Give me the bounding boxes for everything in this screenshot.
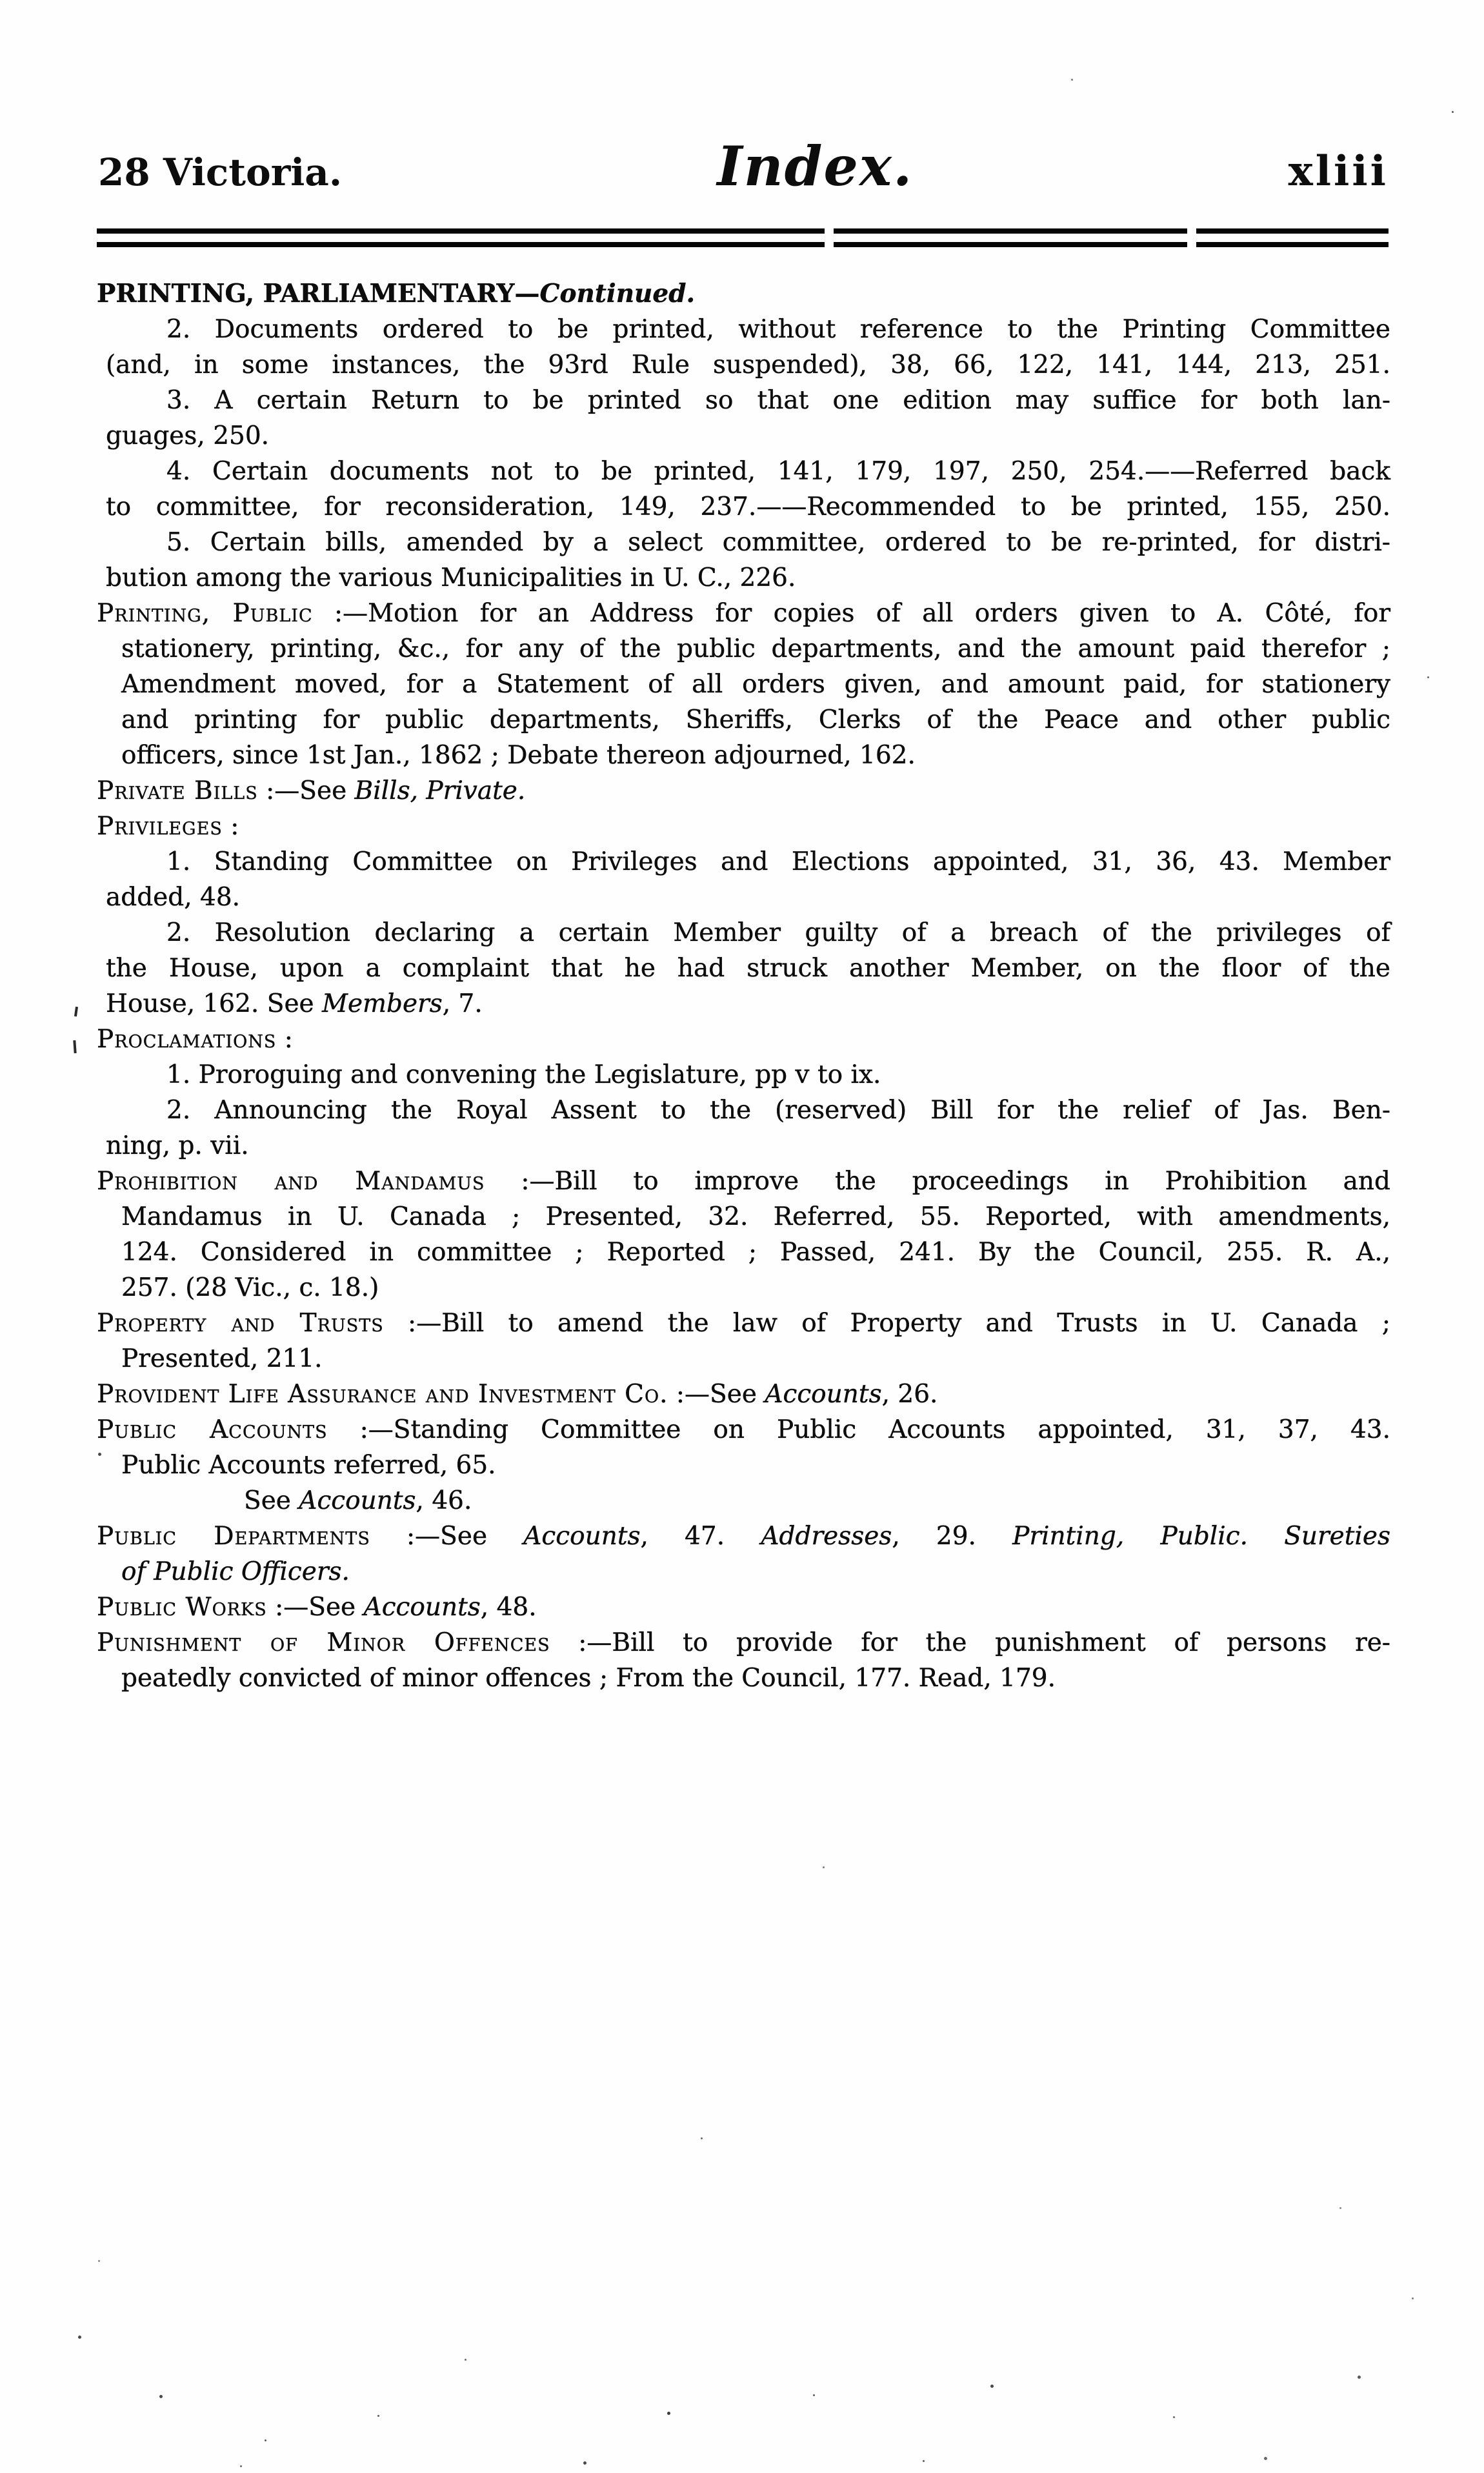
text-part: :—Motion for an Address for copies of all orders given to A. Côté, for xyxy=(312,599,1390,628)
index-entry xyxy=(97,809,1390,844)
text-part: , 48. xyxy=(480,1593,537,1622)
index-entry xyxy=(97,454,1390,525)
entry-line xyxy=(97,1022,1390,1057)
text-part: :—See xyxy=(257,776,355,805)
entry-line: officers, since 1st Jan., 1862 ; Debate thereon adjourned, 162. xyxy=(121,741,916,770)
text-part: :—Bill to provide for the punishment of persons re- xyxy=(550,1628,1390,1657)
index-entry xyxy=(97,1306,1390,1377)
entry-line xyxy=(97,276,1390,312)
rule-segment xyxy=(834,228,1187,247)
headword: Public Works xyxy=(97,1593,267,1622)
entry-line: the House, upon a complaint that he had struck another Member, on the floor of the xyxy=(106,954,1390,983)
headword: Punishment of Minor Offences xyxy=(97,1628,550,1657)
text-part: House, 162. See xyxy=(106,989,323,1018)
entry-line: bution among the various Municipalities in U. C., 226. xyxy=(106,563,796,592)
entry-line xyxy=(97,1519,1390,1554)
text-part: :—See xyxy=(370,1522,524,1551)
entry-line: (and, in some instances, the 93rd Rule suspended), 38, 66, 122, 141, 144, 213, 251. xyxy=(106,350,1390,379)
entry-line xyxy=(97,1590,1390,1625)
headword: Provident Life Assurance and Investment Co. xyxy=(97,1380,668,1409)
section-heading xyxy=(97,276,1390,312)
entry-line: Mandamus in U. Canada ; Presented, 32. Referred, 55. Reported, with amendments, xyxy=(121,1202,1390,1231)
page-title: Index. xyxy=(717,134,914,198)
cross-reference: Accounts xyxy=(765,1380,882,1409)
index-entry xyxy=(97,1057,1390,1093)
entry-line xyxy=(97,1164,1390,1199)
cross-reference: Members xyxy=(322,989,443,1018)
index-entry xyxy=(97,596,1390,773)
entry-line xyxy=(97,1306,1390,1341)
rule-segment xyxy=(97,228,825,247)
entry-line: ning, p. vii. xyxy=(106,1131,249,1160)
volume-label: 28 Victoria. xyxy=(98,150,343,194)
cross-reference: Sureties xyxy=(1284,1522,1391,1551)
entry-line: Public Accounts referred, 65. xyxy=(121,1451,496,1480)
index-entry xyxy=(97,1412,1390,1483)
entry-line: guages, 250. xyxy=(106,421,270,450)
index-entry xyxy=(97,915,1390,1022)
cross-reference: Accounts xyxy=(363,1593,481,1622)
entry-line xyxy=(97,1412,1390,1448)
text-part: :—See xyxy=(668,1380,765,1409)
index-entry xyxy=(97,1519,1390,1590)
text-part: :—Bill to amend the law of Property and Trusts in U. Canada ; xyxy=(383,1309,1390,1338)
cross-reference: Accounts xyxy=(299,1486,416,1515)
index-entry xyxy=(97,1377,1390,1412)
entry-line: stationery, printing, &c., for any of the public departments, and the amount paid therefor ; xyxy=(121,634,1390,663)
entry-line: added, 48. xyxy=(106,883,241,912)
headword: Public Accounts xyxy=(97,1415,328,1444)
cross-reference: Accounts xyxy=(523,1522,641,1551)
index-content xyxy=(97,276,1390,1696)
entry-line: 5. Certain bills, amended by a select committee, ordered to be re-printed, for distri- xyxy=(166,528,1390,557)
entry-line: Amendment moved, for a Statement of all orders given, and amount paid, for stationery xyxy=(121,670,1390,699)
entry-line: 4. Certain documents not to be printed, 141, 179, 197, 250, 254.——Referred back xyxy=(166,457,1390,486)
entry-line: 1. Standing Committee on Privileges and Elections appointed, 31, 36, 43. Member xyxy=(166,847,1390,876)
entry-line: peatedly convicted of minor offences ; From the Council, 177. Read, 179. xyxy=(121,1664,1056,1693)
headword: Public Departments xyxy=(97,1522,370,1551)
headword: Privileges xyxy=(97,812,223,841)
entry-line: 2. Announcing the Royal Assent to the (reserved) Bill for the relief of Jas. Ben- xyxy=(166,1096,1390,1125)
entry-line: and printing for public departments, Sheriffs, Clerks of the Peace and other public xyxy=(121,705,1390,734)
text-part: :—Bill to improve the proceedings in Prohibition and xyxy=(485,1167,1390,1196)
text-part: See xyxy=(244,1486,299,1515)
headword: Property and Trusts xyxy=(97,1309,384,1338)
entry-line xyxy=(97,986,1390,1022)
entry-line xyxy=(97,1377,1390,1412)
index-entry xyxy=(97,312,1390,383)
entry-line xyxy=(97,773,1390,809)
entry-line: 2. Documents ordered to be printed, without reference to the Printing Committee xyxy=(166,315,1390,344)
entry-line: 257. (28 Vic., c. 18.) xyxy=(121,1273,379,1302)
entry-line: 2. Resolution declaring a certain Member guilty of a breach of the privileges of xyxy=(166,918,1390,947)
entry-line: 1. Proroguing and convening the Legislature, pp v to ix. xyxy=(166,1060,881,1089)
text-part: :—Standing Committee on Public Accounts appointed, 31, 37, 43. xyxy=(327,1415,1391,1444)
entry-line xyxy=(97,1625,1390,1660)
index-entry xyxy=(97,844,1390,915)
cross-reference: Bills, Private. xyxy=(354,776,526,805)
index-entry xyxy=(97,383,1390,454)
entry-line xyxy=(97,1554,1390,1590)
entry-line: 3. A certain Return to be printed so that one edition may suffice for both lan- xyxy=(166,386,1390,415)
entry-line xyxy=(97,596,1390,631)
entry-line: to committee, for reconsideration, 149, 237.——Recommended to be printed, 155, 250. xyxy=(106,492,1390,521)
index-entry xyxy=(97,1625,1390,1696)
continued-label: Continued. xyxy=(539,279,696,308)
text-part: , 46. xyxy=(416,1486,472,1515)
text-part: :—See xyxy=(266,1593,364,1622)
text-part: , 47. xyxy=(640,1522,761,1551)
double-rule xyxy=(97,228,1389,247)
entry-line xyxy=(97,809,1390,844)
cross-reference: Addresses xyxy=(761,1522,892,1551)
page-header xyxy=(98,134,1389,198)
text-part: : xyxy=(276,1025,293,1054)
text-part: : xyxy=(222,812,239,841)
scan-artifact-mark xyxy=(73,1040,76,1053)
index-entry xyxy=(97,1093,1390,1164)
entry-line xyxy=(97,1483,1390,1519)
entry-line: Presented, 211. xyxy=(121,1344,323,1373)
headword: Prohibition and Mandamus xyxy=(97,1167,485,1196)
index-entry xyxy=(97,1022,1390,1057)
index-entry xyxy=(97,1590,1390,1625)
index-entry xyxy=(97,1483,1390,1519)
scan-noise xyxy=(0,0,2,2)
headword: Proclamations xyxy=(97,1025,277,1054)
text-part: , 7. xyxy=(442,989,483,1018)
headword: Printing, Public xyxy=(97,599,313,628)
entry-line: 124. Considered in committee ; Reported ; Passed, 241. By the Council, 255. R. A., xyxy=(121,1238,1390,1267)
page-number: xliii xyxy=(1288,147,1389,196)
index-entry xyxy=(97,1164,1390,1306)
rule-segment xyxy=(1196,228,1389,247)
text-part xyxy=(1248,1522,1284,1551)
index-entry xyxy=(97,525,1390,596)
text-part: , 26. xyxy=(881,1380,938,1409)
text-part: , 29. xyxy=(892,1522,1013,1551)
headword: PRINTING, PARLIAMENTARY— xyxy=(97,279,540,308)
cross-reference: of Public Officers. xyxy=(121,1557,350,1586)
headword: Private Bills xyxy=(97,776,258,805)
cross-reference: Printing, Public. xyxy=(1012,1522,1248,1551)
index-entry xyxy=(97,773,1390,809)
scan-artifact-mark xyxy=(74,1007,78,1016)
